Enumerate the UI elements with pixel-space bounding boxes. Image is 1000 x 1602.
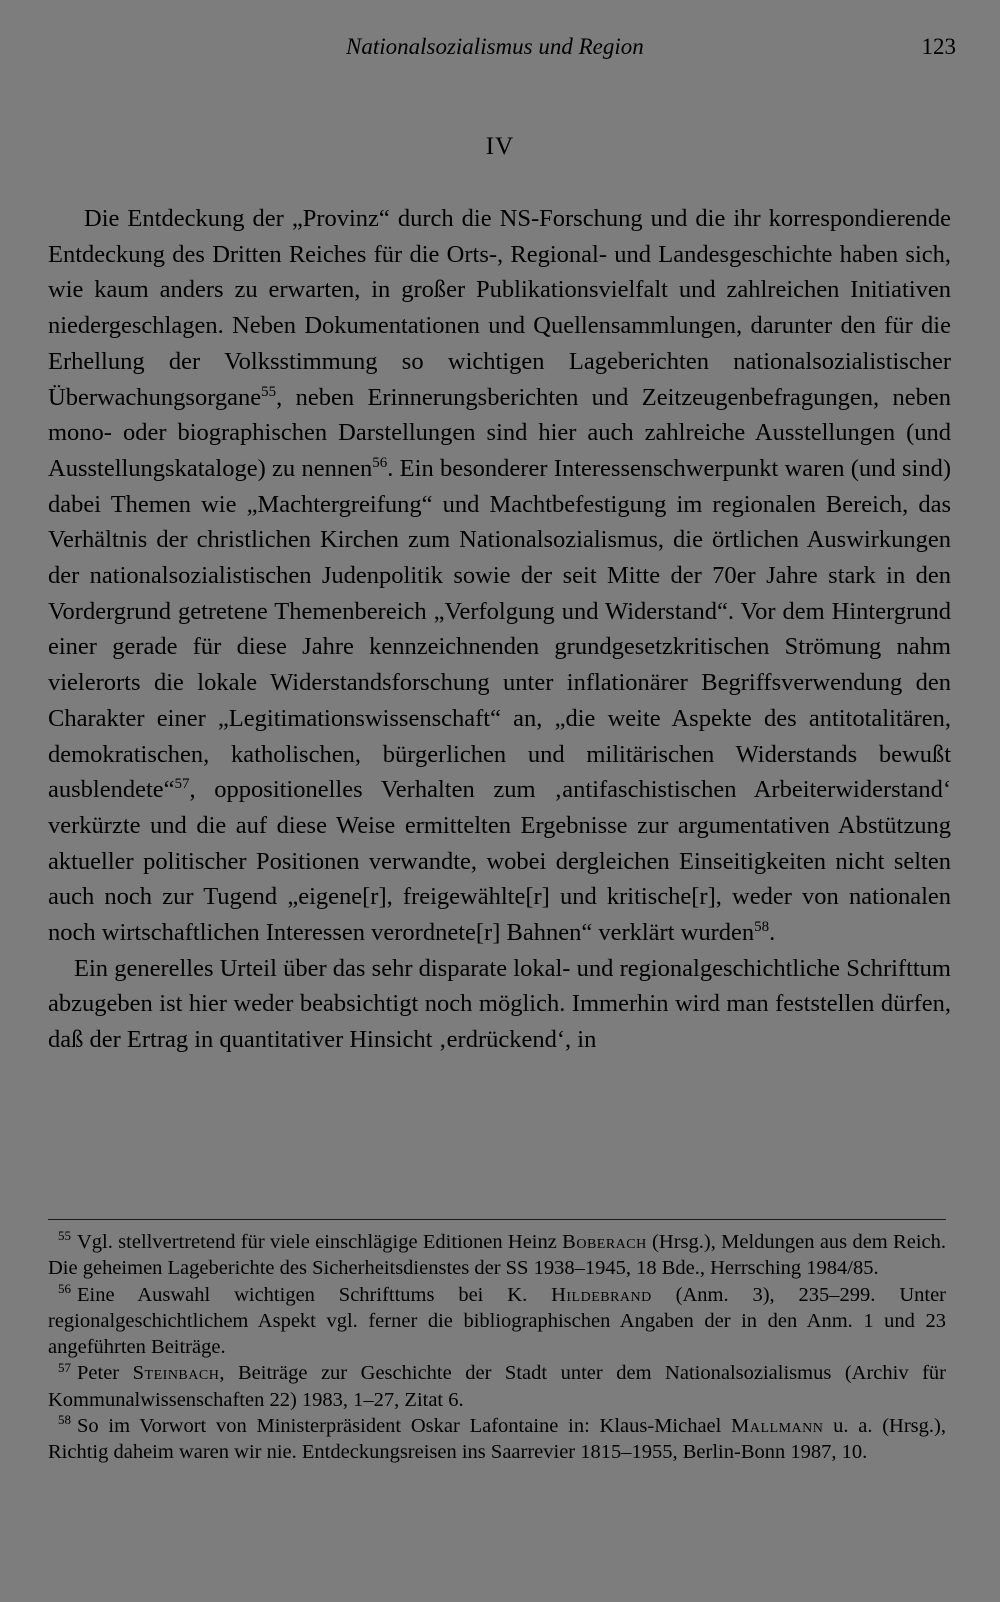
footnote-number: 58: [58, 1412, 71, 1428]
footnote-number: 57: [58, 1359, 71, 1375]
footnote-text: (Hrsg.), Meldungen aus dem Reich. Die geheimen Lageberichte des Sicherheitsdienstes der SS 1938–1945, 18 Bde., Herrsching 1984/85.: [48, 1231, 946, 1280]
paragraph-1-text-d: , oppositionelles Verhalten zum ‚antifaschistischen Arbeiterwiderstand‘ verkürzte und die auf diese Weise ermittelten Ergebnisse zur argumentativen Abstützung aktueller politischer Positionen verwandte, wobei dergleichen Einseitigkeiten nicht selten auch noch zur Tugend „eigene[r], freigewählte[r] und kritische[r], weder von nationalen noch wirtschaftlichen Interessen verordnete[r] Bahnen“ verklärt wurden: [48, 776, 951, 947]
footnote-56: [48, 1282, 946, 1361]
footnote-text: , Beiträge zur Geschichte der Stadt unter dem Nationalsozialismus (Archiv für Kommunalwissenschaften 22) 1983, 1–27, Zitat 6.: [48, 1362, 947, 1411]
footnote-author: Steinbach: [132, 1362, 220, 1385]
footnote-text: So im Vorwort von Ministerpräsident Oskar Lafontaine in: Klaus-Michael: [77, 1415, 732, 1438]
paragraph-1-text-c: . Ein besonderer Interessenschwerpunkt waren (und sind) dabei Themen wie „Machtergreifung“ und Machtbefestigung im regionalen Bereich, das Verhältnis der christlichen Kirchen zum Nationalsozialismus, die örtlichen Auswirkungen der nationalsozialistischen Judenpolitik sowie der seit Mitte der 70er Jahre stark in den Vordergrund getretene Themenbereich „Verfolgung und Widerstand“. Vor dem Hintergrund einer gerade für diese Jahre kennzeichnenden grundgesetzkritischen Strömung nahm vielerorts die lokale Widerstandsforschung unter inflationärer Begriffsverwendung den Charakter einer „Legitimationswissenschaft“ an, „die weite Aspekte des antitotalitären, demokratischen, katholischen, bürgerlichen und militärischen Widerstands bewußt ausblendete“: [48, 454, 951, 804]
paragraph-1-text-a: Die Entdeckung der „Provinz“ durch die NS-Forschung und die ihr korrespondierende Entdeckung des Dritten Reiches für die Orts-, Regional- und Landesgeschichte haben sich, wie kaum anders zu erwarten, in großer Publikationsvielfalt und zahlreichen Initiativen niedergeschlagen. Neben Dokumentationen und Quellensammlungen, darunter den für die Erhellung der Volksstimmung so wichtigen Lageberichten nationalsozialistischer Überwachungsorgane: [48, 205, 951, 411]
footnote-ref-55[interactable]: 55: [261, 383, 277, 400]
footnotes: [48, 1229, 946, 1466]
paragraph-1: [48, 201, 951, 951]
footnote-number: 56: [58, 1280, 71, 1296]
paragraph-1-text-e: .: [769, 919, 776, 947]
paragraph-2: Ein generelles Urteil über das sehr disparate lokal- und regionalgeschichtliche Schrifttum abzugeben ist hier weder beabsichtigt noch möglich. Immerhin wird man feststellen dürfen, daß der Ertrag in quantitativer Hinsicht ‚erdrückend‘, in: [48, 954, 951, 1054]
footnote-number: 55: [58, 1228, 71, 1244]
paragraph-1-text-b: , neben Erinnerungsberichten und Zeitzeugenbefragungen, neben mono- oder biographischen Darstellungen sind hier auch zahlreiche Ausstellungen (und Ausstellungskataloge) zu nennen: [48, 383, 951, 482]
footnote-text: (Anm. 3), 235–299. Unter regionalgeschichtlichem Aspekt vgl. ferner die bibliographischen Angaben der in den Anm. 1 und 23 angeführten Beiträge.: [48, 1283, 946, 1359]
footnote-text: Vgl. stellvertretend für viele einschlägige Editionen Heinz: [77, 1231, 563, 1253]
footnote-author: Mallmann: [731, 1415, 824, 1438]
page-number: 123: [921, 34, 956, 59]
running-head: [0, 30, 1000, 66]
footnote-text: Peter: [77, 1362, 133, 1385]
footnote-author: Hildebrand: [551, 1283, 652, 1306]
footnote-55: [48, 1229, 946, 1282]
footnote-ref-58[interactable]: 58: [754, 918, 770, 935]
running-title: Nationalsozialismus und Region: [346, 34, 644, 59]
footnote-text: u. a. (Hrsg.), Richtig daheim waren wir nie. Entdeckungsreisen ins Saarrevier 1815–1955, Berlin-Bonn 1987, 10.: [48, 1415, 946, 1464]
footnote-divider: [48, 1219, 946, 1220]
body-text: [48, 201, 951, 1058]
footnote-ref-56[interactable]: 56: [372, 454, 388, 471]
footnote-58: [48, 1413, 946, 1466]
footnote-author: Boberach: [562, 1231, 647, 1253]
footnote-ref-57[interactable]: 57: [174, 776, 190, 793]
footnote-text: Eine Auswahl wichtigen Schrifttums bei K.: [77, 1283, 552, 1306]
footnote-57: [48, 1360, 946, 1413]
section-numeral: IV: [485, 133, 515, 160]
